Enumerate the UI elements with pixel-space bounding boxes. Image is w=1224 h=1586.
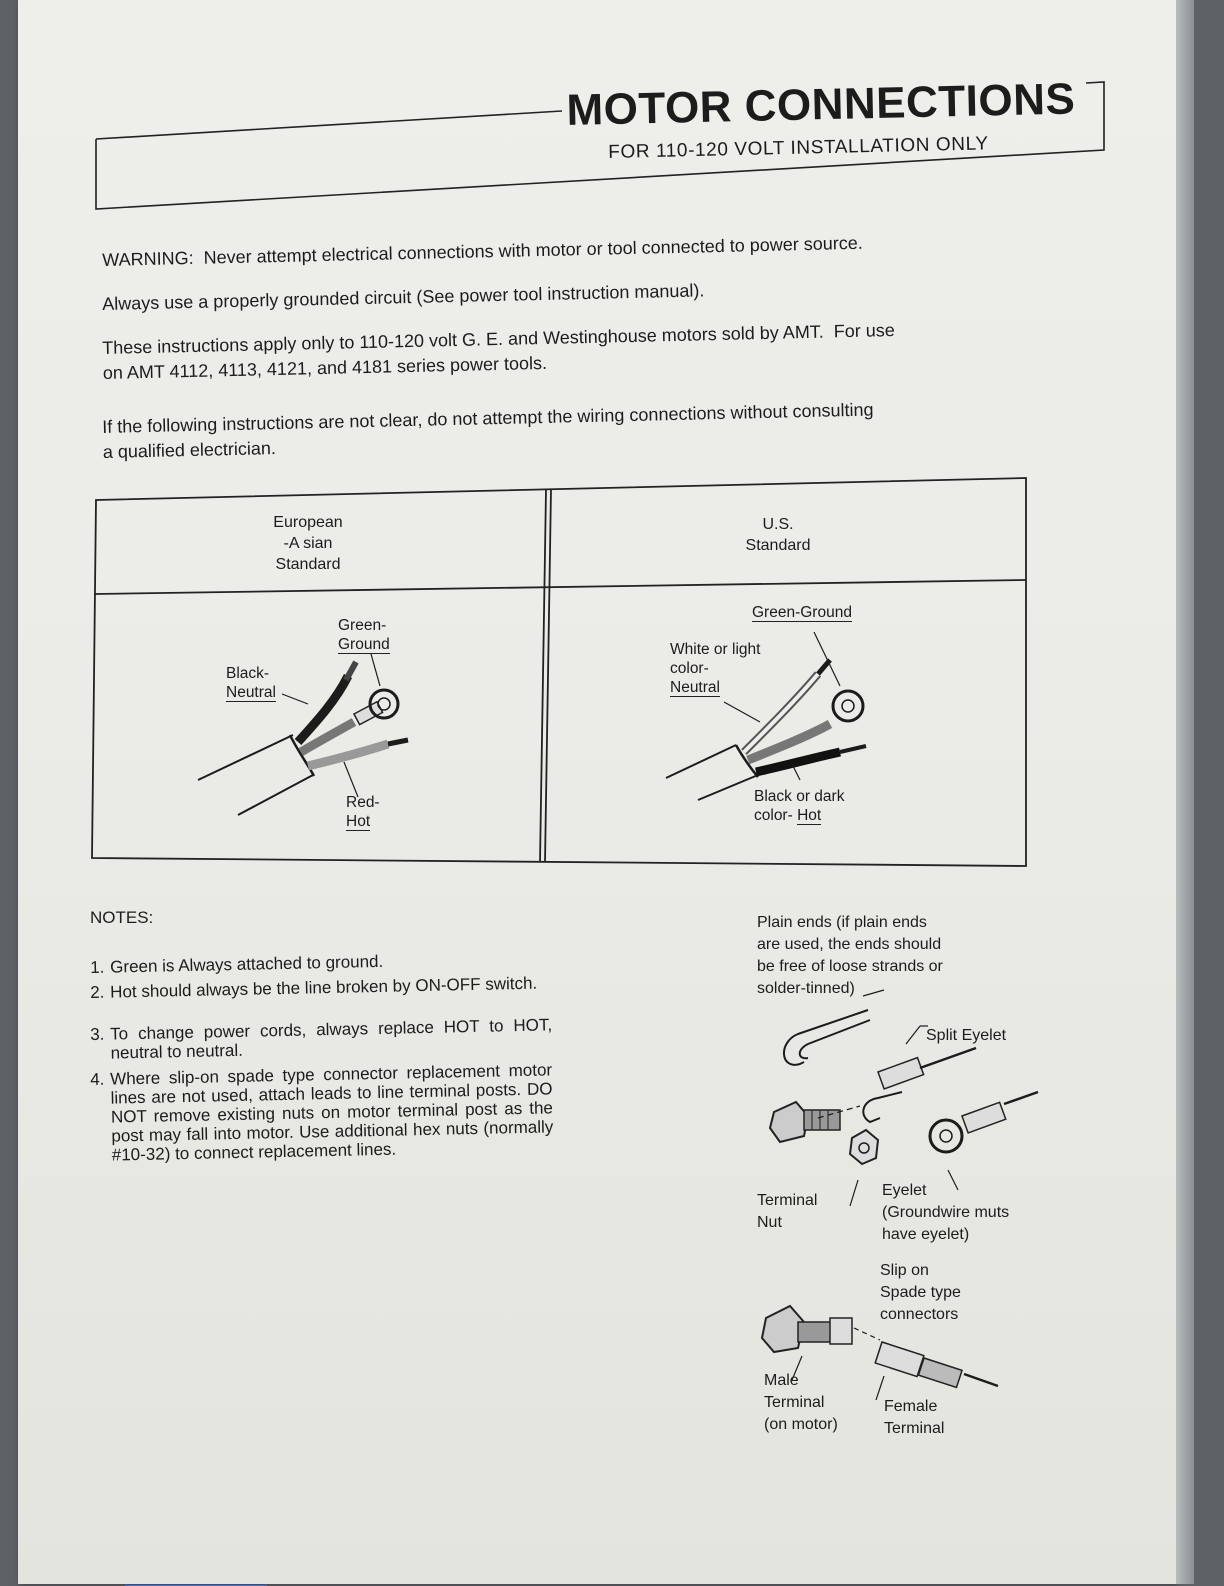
us-heading-line-1: U.S. xyxy=(762,516,794,533)
us-green-label xyxy=(752,603,852,622)
plain-ends-line-4: solder-tinned) xyxy=(757,980,855,997)
plain-ends-line-3: be free of loose strands or xyxy=(757,958,943,975)
terminal-nut-line-2: Nut xyxy=(757,1214,782,1231)
female-terminal-line-2: Terminal xyxy=(884,1420,945,1437)
plain-ends-label xyxy=(757,912,943,1000)
note-4-text: Where slip-on spade type connector replacement motor lines are not used, attach leads to line terminal posts. DO NOT remove existing nuts on motor terminal post as the post may fall into motor. Use additional hex nuts (normally #10-32) to connect replacement lines. xyxy=(109,1060,554,1165)
european-black-label-line-2: Neutral xyxy=(226,684,276,701)
us-white-label xyxy=(670,640,760,697)
male-terminal-line-2: Terminal xyxy=(764,1394,825,1411)
consult-line-1: If the following instructions are not clear, do not attempt the wiring connections without consulting xyxy=(102,399,874,437)
slip-on-line-2: Spade type xyxy=(880,1284,961,1301)
note-3-text: To change power cords, always replace HOT to HOT, neutral to neutral. xyxy=(109,1015,553,1063)
manual-page xyxy=(18,0,1176,1584)
slip-on-label xyxy=(880,1260,961,1326)
note-4 xyxy=(90,1060,554,1165)
european-green-label-line-1: Green- xyxy=(338,617,387,634)
us-white-label-line-1: White or light xyxy=(670,641,761,658)
page-subtitle: FOR 110-120 VOLT INSTALLATION ONLY xyxy=(608,133,989,163)
us-white-label-line-3: Neutral xyxy=(670,679,720,696)
european-green-label xyxy=(338,616,390,654)
grounded-text: Always use a properly grounded circuit (See power tool instruction manual). xyxy=(102,280,705,314)
eyelet-line-1: Eyelet xyxy=(882,1182,927,1199)
note-3-number: 3. xyxy=(90,1024,105,1044)
european-heading-line-1: European xyxy=(273,514,343,531)
note-1-text: Green is Always attached to ground. xyxy=(109,951,384,977)
us-black-label-prefix: color- xyxy=(754,807,798,824)
plain-ends-line-1: Plain ends (if plain ends xyxy=(757,914,927,931)
female-terminal-label xyxy=(884,1396,944,1440)
european-black-label-line-1: Black- xyxy=(226,665,270,682)
applies-line-2: on AMT 4112, 4113, 4121, and 4181 series power tools. xyxy=(102,352,548,383)
consult-line-2: a qualified electrician. xyxy=(102,438,277,462)
us-green-label-text: Green-Ground xyxy=(752,604,852,621)
applies-line-1: These instructions apply only to 110-120 volt G. E. and Westinghouse motors sold by AMT. For use xyxy=(102,320,896,358)
us-black-label xyxy=(754,787,844,825)
male-terminal-label xyxy=(764,1370,838,1436)
page-title: MOTOR CONNECTIONS xyxy=(566,74,1076,135)
european-red-label xyxy=(346,793,380,831)
european-heading-line-2: -A sian xyxy=(283,535,333,552)
note-2-text: Hot should always be the line broken by ON-OFF switch. xyxy=(109,973,538,1002)
note-4-number: 4. xyxy=(90,1069,105,1089)
us-heading-line-2: Standard xyxy=(745,537,811,554)
eyelet-label xyxy=(882,1180,1009,1246)
plain-ends-line-2: are used, the ends should xyxy=(757,936,942,953)
slip-on-line-1: Slip on xyxy=(880,1262,929,1279)
warning-text: WARNING: Never attempt electrical connections with motor or tool connected to power source. xyxy=(102,232,863,270)
eyelet-line-2: (Groundwire muts xyxy=(882,1204,1010,1221)
male-terminal-line-3: (on motor) xyxy=(764,1416,838,1433)
slip-on-line-3: connectors xyxy=(880,1306,959,1323)
european-black-label xyxy=(226,664,276,702)
european-red-label-line-2: Hot xyxy=(346,813,371,830)
us-black-label-hot: Hot xyxy=(797,807,822,824)
us-white-label-line-2: color- xyxy=(670,660,709,677)
page-edge xyxy=(1176,0,1194,1584)
note-1-number: 1. xyxy=(90,957,105,977)
us-black-label-line-1: Black or dark xyxy=(754,788,845,805)
european-heading xyxy=(248,512,368,575)
male-terminal-line-1: Male xyxy=(764,1372,799,1389)
us-heading xyxy=(718,514,838,556)
eyelet-line-3: have eyelet) xyxy=(882,1226,970,1243)
note-2-number: 2. xyxy=(90,982,105,1002)
notes-heading: NOTES: xyxy=(90,908,154,927)
split-eyelet-label: Split Eyelet xyxy=(926,1027,1007,1044)
european-red-label-line-1: Red- xyxy=(346,794,380,811)
terminal-nut-line-1: Terminal xyxy=(757,1192,818,1209)
european-green-label-line-2: Ground xyxy=(338,636,390,653)
female-terminal-line-1: Female xyxy=(884,1398,938,1415)
terminal-nut-label xyxy=(757,1190,817,1234)
european-heading-line-3: Standard xyxy=(275,556,341,573)
